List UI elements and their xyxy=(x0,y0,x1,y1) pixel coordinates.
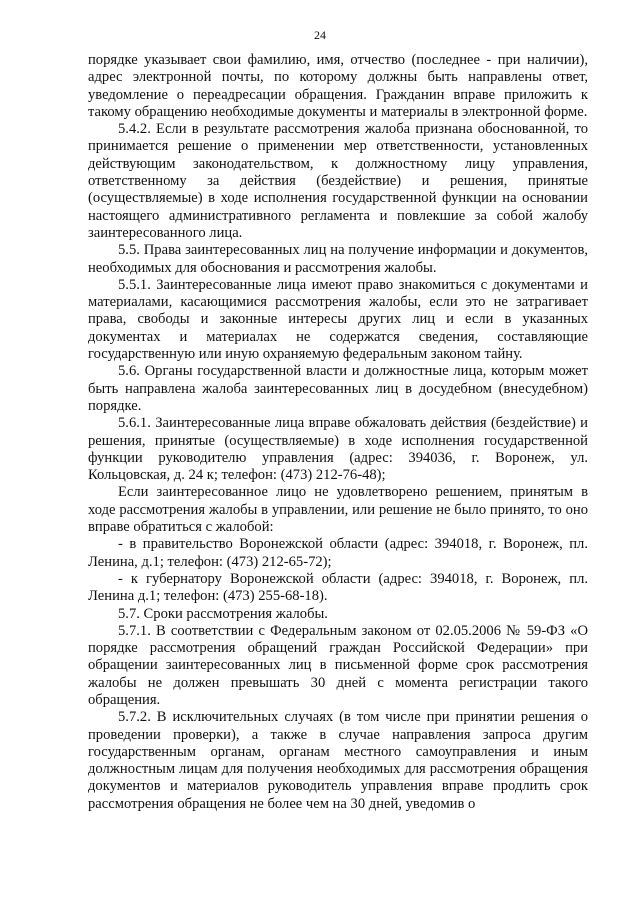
paragraph-7: Если заинтересованное лицо не удовлетворено решением, принятым в ходе рассмотрения жалобы в управлении, или решение не было принято, то оно вправе обратиться с жалобой: xyxy=(88,484,588,536)
paragraph-2: 5.4.2. Если в результате рассмотрения жалоба признана обоснованной, то принимается решение о применении мер ответственности, установленных действующим законодательством, к должностному лицу управления, ответственному за действия (бездействие) и решения, принятые (осуществляемые) в ходе исполнения государственной функции на основании настоящего административного регламента и повлекшие за собой жалобу заинтересованного лица. xyxy=(88,121,588,241)
paragraph-11: 5.7.1. В соответствии с Федеральным законом от 02.05.2006 № 59-ФЗ «О порядке рассмотрения обращений граждан Российской Федерации» при обращении заинтересованных лиц в письменной форме срок рассмотрения жалобы не должен превышать 30 дней с момента регистрации такого обращения. xyxy=(88,622,588,708)
paragraph-9: - к губернатору Воронежской области (адрес: 394018, г. Воронеж, пл. Ленина д.1; телефон: (473) 255-68-18). xyxy=(88,570,588,605)
paragraph-5: 5.6. Органы государственной власти и должностные лица, которым может быть направлена жалоба заинтересованных лиц в досудебном (внесудебном) порядке. xyxy=(88,363,588,414)
document-body xyxy=(88,52,588,813)
paragraph-10: 5.7. Сроки рассмотрения жалобы. xyxy=(118,605,328,622)
paragraph-4: 5.5.1. Заинтересованные лица имеют право знакомиться с документами и материалами, касающимися рассмотрения жалобы, если это не затрагивает права, свободы и законные интересы других лиц и если в указанных документах и материалах не содержатся сведения, составляющие государственную или иную охраняемую федеральным законом тайну. xyxy=(88,276,588,363)
page-number: 24 xyxy=(314,28,326,42)
paragraph-6: 5.6.1. Заинтересованные лица вправе обжаловать действия (бездействие) и решения, принятые (осуществляемые) в ходе исполнения государственной функции руководителю управления (адрес: 394036, г. Воронеж, ул. Кольцовская, д. 24 к; телефон: (473) 212-76-48); xyxy=(88,415,588,484)
paragraph-3: 5.5. Права заинтересованных лиц на получение информации и документов, необходимых для обоснования и рассмотрения жалобы. xyxy=(88,242,588,276)
paragraph-12: 5.7.2. В исключительных случаях (в том числе при принятии решения о проведении проверки), а также в случае направления запроса другим государственным органам, органам местного самоуправления и иным должностным лицам для получения необходимых для рассмотрения обращения документов и материалов руководитель управления вправе продлить срок рассмотрения обращения не более чем на 30 дней, уведомив о xyxy=(88,709,588,812)
paragraph-1: порядке указывает свои фамилию, имя, отчество (последнее - при наличии), адрес электронной почты, по которому должны быть направлены ответ, уведомление о переадресации обращения. Гражданин вправе приложить к такому обращению необходимые документы и материалы в электронной форме. xyxy=(88,52,588,120)
paragraph-8: - в правительство Воронежской области (адрес: 394018, г. Воронеж, пл. Ленина, д.1; телефон: (473) 212-65-72); xyxy=(88,536,588,570)
